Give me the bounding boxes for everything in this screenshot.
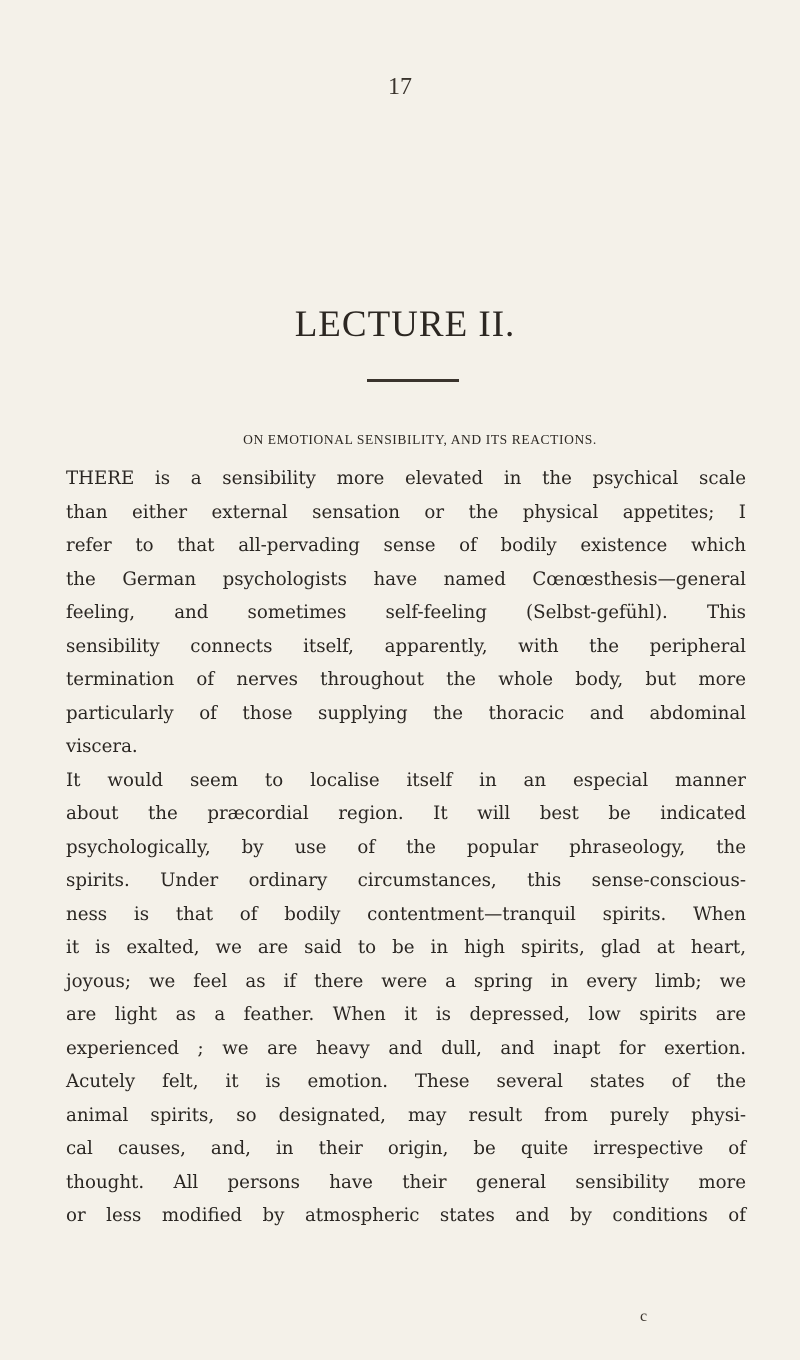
signature-mark: c — [640, 1308, 648, 1325]
body-text — [66, 462, 746, 1233]
text-line: than either external sensation or the physical appetites; I — [66, 501, 746, 523]
heading-rule — [367, 379, 459, 382]
text-line: experienced ; we are heavy and dull, and inapt for exertion. — [66, 1037, 746, 1059]
text-line: cal causes, and, in their origin, be quite irrespective of — [66, 1138, 746, 1159]
text-line: particularly of those supplying the thoracic and abdominal — [66, 702, 746, 724]
text-line: termination of nerves throughout the whole body, but more — [66, 669, 746, 690]
text-line: ness is that of bodily contentment—tranquil spirits. When — [66, 903, 746, 925]
text-line: or less modified by atmospheric states and by conditions of — [66, 1205, 746, 1226]
text-line: are light as a feather. When it is depressed, low spirits are — [66, 1004, 746, 1025]
text-line: joyous; we feel as if there were a spring in every limb; we — [66, 970, 746, 992]
text-line: about the præcordial region. It will best be indicated — [66, 803, 746, 824]
text-line: thought. All persons have their general sensibility more — [66, 1171, 746, 1193]
text-line: the German psychologists have named Cœnœsthesis—general — [66, 568, 746, 590]
lecture-heading: LECTURE II. — [294, 304, 516, 345]
text-line: Acutely felt, it is emotion. These several states of the — [66, 1071, 746, 1092]
text-line: feeling, and sometimes self-feeling (Selbst-gefühl). This — [66, 602, 746, 623]
page-number: 17 — [388, 74, 412, 100]
text-line: It would seem to localise itself in an especial manner — [66, 769, 746, 791]
text-line: it is exalted, we are said to be in high spirits, glad at heart, — [66, 937, 746, 958]
text-line: animal spirits, so designated, may result from purely physi- — [66, 1104, 746, 1126]
lecture-subheading: ON EMOTIONAL SENSIBILITY, AND ITS REACTIONS. — [243, 432, 597, 447]
text-line: psychologically, by use of the popular phraseology, the — [66, 836, 746, 858]
text-line: refer to that all-pervading sense of bodily existence which — [66, 535, 746, 556]
text-line: viscera. — [66, 736, 138, 757]
text-line: THERE is a sensibility more elevated in the psychical scale — [66, 468, 746, 489]
text-line: spirits. Under ordinary circumstances, this sense-conscious- — [66, 870, 746, 891]
text-line: sensibility connects itself, apparently, with the peripheral — [66, 635, 746, 657]
